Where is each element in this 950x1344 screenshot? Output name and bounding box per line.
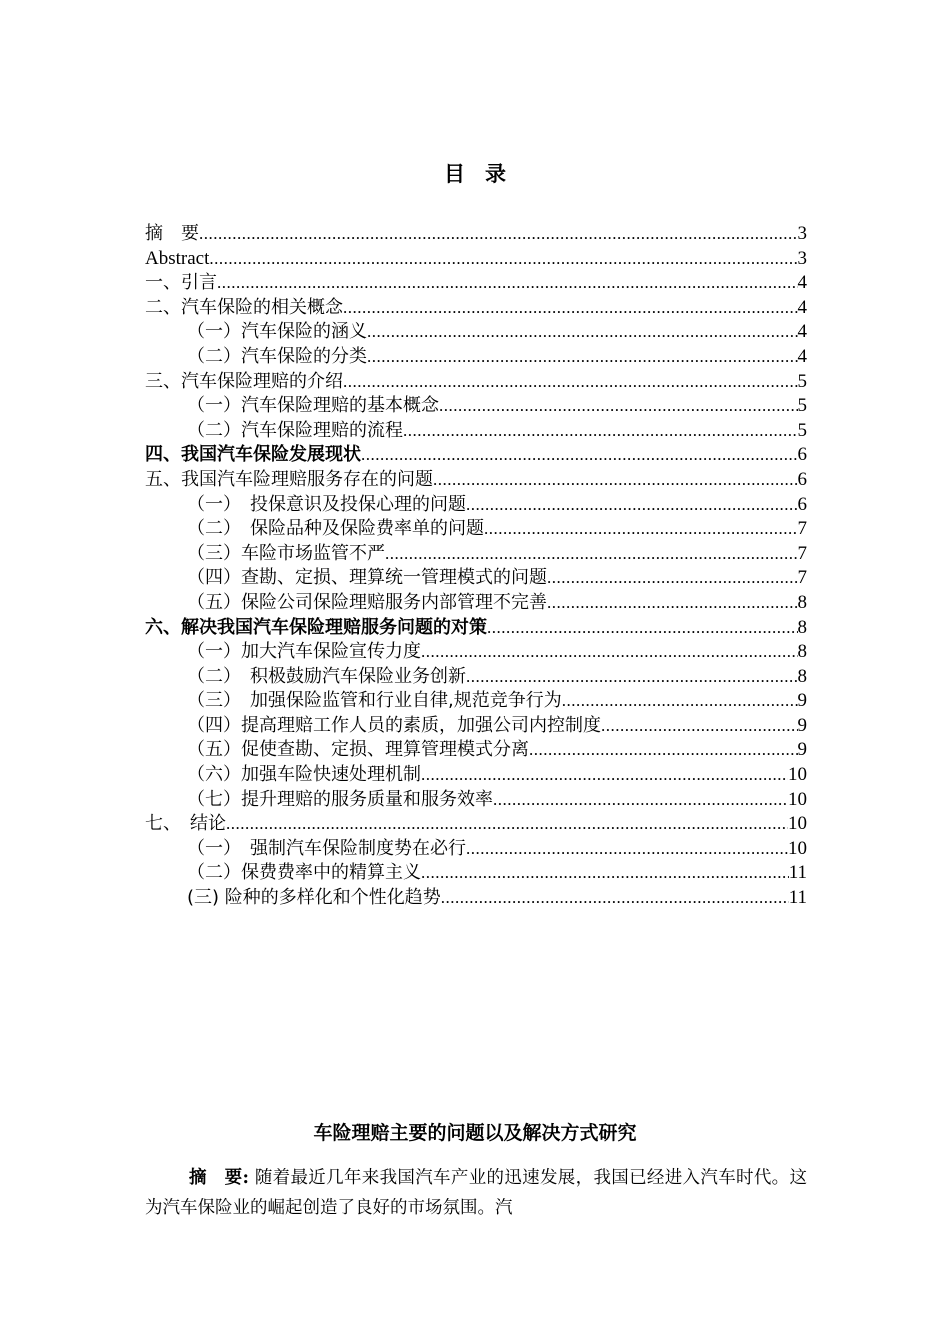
toc-leader-dots xyxy=(226,812,788,837)
toc-entry-page: 9 xyxy=(797,690,807,712)
toc-entry[interactable] xyxy=(145,763,807,788)
abstract-paragraph xyxy=(145,1163,807,1223)
toc-entry-page: 8 xyxy=(797,616,807,638)
toc-leader-dots xyxy=(547,566,798,591)
toc-entry[interactable] xyxy=(145,345,807,370)
toc-leader-dots xyxy=(367,320,798,345)
toc-leader-dots xyxy=(484,517,798,542)
toc-entry[interactable] xyxy=(145,542,807,567)
toc-leader-dots xyxy=(466,493,798,518)
toc-entry[interactable] xyxy=(145,689,807,714)
toc-entry-page: 5 xyxy=(797,370,807,392)
toc-entry[interactable] xyxy=(145,861,807,886)
toc-entry-page: 3 xyxy=(797,247,807,269)
toc-leader-dots xyxy=(466,837,788,862)
toc-leader-dots xyxy=(209,247,797,272)
toc-entry-page: 4 xyxy=(797,321,807,343)
toc-leader-dots xyxy=(547,591,798,616)
toc-entry[interactable] xyxy=(145,837,807,862)
toc-entry-label: （五）促使查勘、定损、理算管理模式分离 xyxy=(187,739,529,761)
toc-entry[interactable] xyxy=(145,738,807,763)
toc-entry-page: 4 xyxy=(797,272,807,294)
toc-entry[interactable] xyxy=(145,591,807,616)
toc-entry-label: （五）保险公司保险理赔服务内部管理不完善 xyxy=(187,591,547,613)
toc-entry-label: （一） 强制汽车保险制度势在必行 xyxy=(187,837,466,859)
toc-entry-page: 4 xyxy=(797,345,807,367)
toc-entry-label: 五、我国汽车险理赔服务存在的问题 xyxy=(145,468,433,490)
toc-entry-page: 10 xyxy=(788,813,807,835)
toc-title xyxy=(0,158,950,188)
toc-entry[interactable] xyxy=(145,640,807,665)
toc-leader-dots xyxy=(217,271,798,296)
toc-leader-dots xyxy=(367,345,798,370)
toc-leader-dots xyxy=(439,394,798,419)
toc-leader-dots xyxy=(529,738,798,763)
toc-leader-dots xyxy=(441,886,789,911)
toc-entry-label: 六、解决我国汽车保险理赔服务问题的对策 xyxy=(145,616,487,638)
toc-entry-label: 四、我国汽车保险发展现状 xyxy=(145,444,361,466)
toc-entry-page: 8 xyxy=(797,641,807,663)
toc-leader-dots xyxy=(487,616,798,641)
toc-entry-page: 7 xyxy=(797,542,807,564)
toc-entry-page: 8 xyxy=(797,591,807,613)
toc-entry[interactable] xyxy=(145,714,807,739)
toc-leader-dots xyxy=(466,665,798,690)
toc-entry-page: 3 xyxy=(797,223,807,244)
toc-entry-label: Abstract xyxy=(145,247,210,269)
toc-entry-page: 6 xyxy=(797,444,807,466)
toc-entry-page: 8 xyxy=(797,665,807,687)
toc-entry-label: （六）加强车险快速处理机制 xyxy=(187,764,421,786)
toc-entry-label: 摘 要 xyxy=(145,223,199,244)
toc-entry[interactable] xyxy=(145,493,807,518)
toc-entry[interactable] xyxy=(145,665,807,690)
toc-entry-page: 7 xyxy=(797,567,807,589)
toc-entry-label: （二）保费费率中的精算主义 xyxy=(187,862,421,884)
toc-entry-page: 5 xyxy=(797,419,807,441)
toc-entry-label: （三） 加强保险监管和行业自律,规范竞争行为 xyxy=(187,690,562,712)
toc-entry[interactable] xyxy=(145,271,807,296)
toc-entry-label: 二、汽车保险的相关概念 xyxy=(145,296,343,318)
toc-entry-label: （一）加大汽车保险宣传力度 xyxy=(187,641,421,663)
abstract-heading: 摘 要: xyxy=(189,1168,249,1188)
toc-entry-page: 5 xyxy=(797,395,807,417)
toc-entry[interactable] xyxy=(145,320,807,345)
toc-entry-label: （四）查勘、定损、理算统一管理模式的问题 xyxy=(187,567,547,589)
paper-title: 车险理赔主要的问题以及解决方式研究 xyxy=(313,1122,637,1144)
toc-entry-label: 三、汽车保险理赔的介绍 xyxy=(145,370,343,392)
toc-title-char: 目 xyxy=(444,162,465,186)
toc-entry-label: （七）提升理赔的服务质量和服务效率 xyxy=(187,788,493,810)
toc-entry-label: （二）汽车保险的分类 xyxy=(187,345,367,367)
toc-entry-page: 6 xyxy=(797,493,807,515)
toc-entry-label: （四）提高理赔工作人员的素质，加强公司内控制度 xyxy=(187,714,601,736)
toc-entry-page: 9 xyxy=(797,739,807,761)
toc-entry[interactable] xyxy=(145,394,807,419)
toc-entry-label: （二） 保险品种及保险费率单的问题 xyxy=(187,518,484,540)
toc-entry-label: （一） 投保意识及投保心理的问题 xyxy=(187,493,466,515)
toc-entry[interactable] xyxy=(145,296,807,321)
toc-entry-page: 11 xyxy=(788,862,807,884)
toc-leader-dots xyxy=(361,443,798,468)
toc-entry-label: (三) 险种的多样化和个性化趋势 xyxy=(187,887,441,909)
toc-entry[interactable] xyxy=(145,788,807,813)
toc-entry-page: 7 xyxy=(797,518,807,540)
toc-title-char: 录 xyxy=(485,162,506,186)
toc-leader-dots xyxy=(385,542,798,567)
toc-entry[interactable] xyxy=(145,468,807,493)
toc-leader-dots xyxy=(421,861,789,886)
toc-entry-label: 七、 结论 xyxy=(145,813,226,835)
table-of-contents xyxy=(145,222,807,911)
toc-entry-page: 6 xyxy=(797,468,807,490)
toc-entry-label: 一、引言 xyxy=(145,272,217,294)
toc-entry[interactable] xyxy=(145,419,807,444)
toc-entry-page: 10 xyxy=(788,788,807,810)
toc-entry-page: 4 xyxy=(797,296,807,318)
toc-entry[interactable] xyxy=(145,370,807,395)
toc-entry-label: （二） 积极鼓励汽车保险业务创新 xyxy=(187,665,466,687)
toc-leader-dots xyxy=(433,468,798,493)
abstract-text: 随着最近几年来我国汽车产业的迅速发展，我国已经进入汽车时代。这为汽车保险业的崛起创造了良好的市场氛围。汽 xyxy=(145,1168,807,1218)
toc-entry-page: 10 xyxy=(788,837,807,859)
toc-leader-dots xyxy=(421,763,788,788)
toc-entry[interactable] xyxy=(145,616,807,641)
toc-leader-dots xyxy=(562,689,798,714)
toc-entry-label: （一）汽车保险的涵义 xyxy=(187,321,367,343)
toc-entry-page: 9 xyxy=(797,714,807,736)
toc-entry[interactable] xyxy=(145,443,807,468)
toc-entry[interactable] xyxy=(145,222,807,247)
toc-leader-dots xyxy=(493,788,788,813)
toc-entry-page: 11 xyxy=(788,887,807,909)
toc-entry-page: 10 xyxy=(788,764,807,786)
toc-entry[interactable] xyxy=(145,517,807,542)
toc-entry-label: （一）汽车保险理赔的基本概念 xyxy=(187,395,439,417)
toc-leader-dots xyxy=(421,640,798,665)
toc-leader-dots xyxy=(343,370,798,395)
toc-entry-label: （三）车险市场监管不严 xyxy=(187,542,385,564)
toc-entry[interactable] xyxy=(145,812,807,837)
toc-entry[interactable] xyxy=(145,886,807,911)
toc-entry[interactable] xyxy=(145,566,807,591)
toc-entry-label: （二）汽车保险理赔的流程 xyxy=(187,419,403,441)
toc-entry[interactable] xyxy=(145,247,807,272)
toc-leader-dots xyxy=(199,222,798,247)
toc-leader-dots xyxy=(601,714,798,739)
toc-leader-dots xyxy=(403,419,798,444)
toc-leader-dots xyxy=(343,296,798,321)
